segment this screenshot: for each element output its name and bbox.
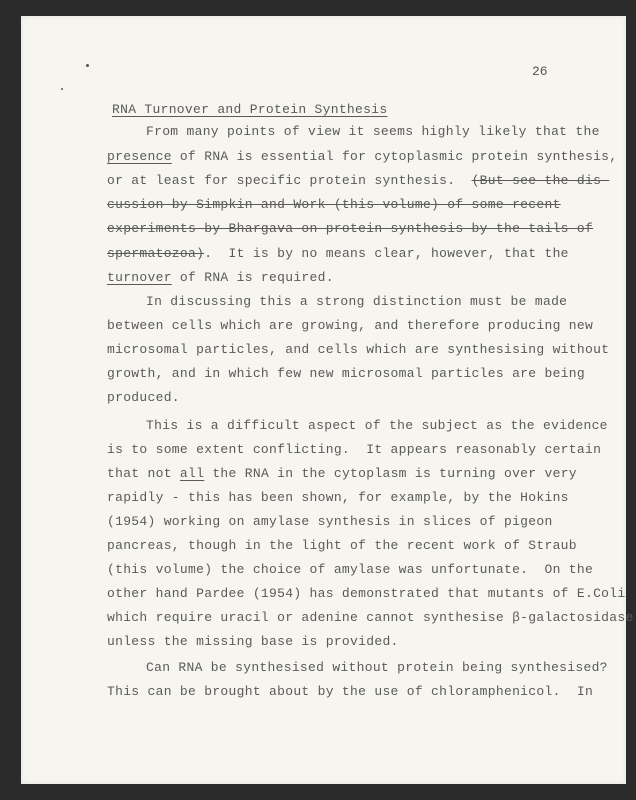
- text-segment: In discussing this a strong distinction must be made: [146, 294, 568, 309]
- text-segment: is to some extent conflicting. It appears reasonably certain: [107, 442, 602, 457]
- text-segment: This is a difficult aspect of the subject as the evidence: [146, 418, 608, 433]
- text-line: [107, 318, 593, 333]
- page-number: 26: [532, 64, 548, 79]
- text-line: [146, 418, 608, 433]
- ink-speck: [61, 88, 63, 90]
- text-segment: microsomal particles, and cells which are synthesising without: [107, 342, 610, 357]
- text-segment: of RNA is required.: [171, 270, 334, 285]
- text-line: [107, 490, 569, 505]
- text-segment: pancreas, though in the light of the recent work of Straub: [107, 538, 577, 553]
- text-segment: between cells which are growing, and therefore producing new: [107, 318, 594, 333]
- text-line: [107, 173, 609, 188]
- text-line: [107, 586, 625, 601]
- text-line: [107, 610, 634, 625]
- section-title: RNA Turnover and Protein Synthesis: [112, 102, 388, 117]
- text-segment: . It is by no means clear, however, that the: [204, 246, 569, 261]
- text-segment: From many points of view it seems highly likely that the: [146, 124, 600, 139]
- text-line: [146, 124, 600, 139]
- text-segment: which require uracil or adenine cannot synthesise β-galactosidase: [107, 610, 634, 625]
- text-line: [107, 197, 561, 212]
- text-segment: growth, and in which few new microsomal particles are being: [107, 366, 585, 381]
- text-segment: Can RNA be synthesised without protein being synthesised?: [146, 660, 608, 675]
- text-line: [146, 294, 567, 309]
- text-line: [107, 562, 593, 577]
- text-line: [107, 684, 593, 699]
- text-line: [107, 246, 569, 261]
- text-line: [107, 390, 180, 405]
- text-segment: the RNA in the cytoplasm is turning over very: [204, 466, 577, 481]
- text-segment: rapidly - this has been shown, for example, by the Hokins: [107, 490, 569, 505]
- text-segment: or at least for specific protein synthesis.: [107, 173, 472, 188]
- text-segment: of RNA is essential for cytoplasmic protein synthesis,: [171, 149, 618, 164]
- struck-text: cussion by Simpkin and Work (this volume) of some recent: [107, 197, 561, 212]
- text-line: [107, 149, 617, 164]
- text-segment: other hand Pardee (1954) has demonstrated that mutants of E.Coli: [107, 586, 626, 601]
- text-line: [107, 634, 399, 649]
- text-segment: produced.: [107, 390, 180, 405]
- text-segment: (this volume) the choice of amylase was unfortunate. On the: [107, 562, 594, 577]
- text-segment: unless the missing base is provided.: [107, 634, 399, 649]
- text-line: [107, 538, 577, 553]
- struck-text: spermatozoa): [107, 246, 205, 261]
- text-segment: This can be brought about by the use of chloramphenicol. In: [107, 684, 594, 699]
- text-line: [107, 442, 601, 457]
- text-line: [107, 221, 593, 236]
- text-line: [107, 270, 334, 285]
- text-line: [146, 660, 608, 675]
- text-line: [107, 466, 577, 481]
- text-segment: (1954) working on amylase synthesis in slices of pigeon: [107, 514, 553, 529]
- text-line: [107, 514, 553, 529]
- struck-text: (But see the dis-: [471, 173, 610, 188]
- ink-speck: [86, 64, 89, 67]
- struck-text: experiments by Bhargava on protein synthesis by the tails of: [107, 221, 594, 236]
- text-line: [107, 342, 609, 357]
- text-line: [107, 366, 585, 381]
- underlined-word: presence: [107, 149, 172, 164]
- text-segment: that not: [107, 466, 180, 481]
- underlined-word: turnover: [107, 270, 172, 285]
- underlined-word: all: [179, 466, 205, 481]
